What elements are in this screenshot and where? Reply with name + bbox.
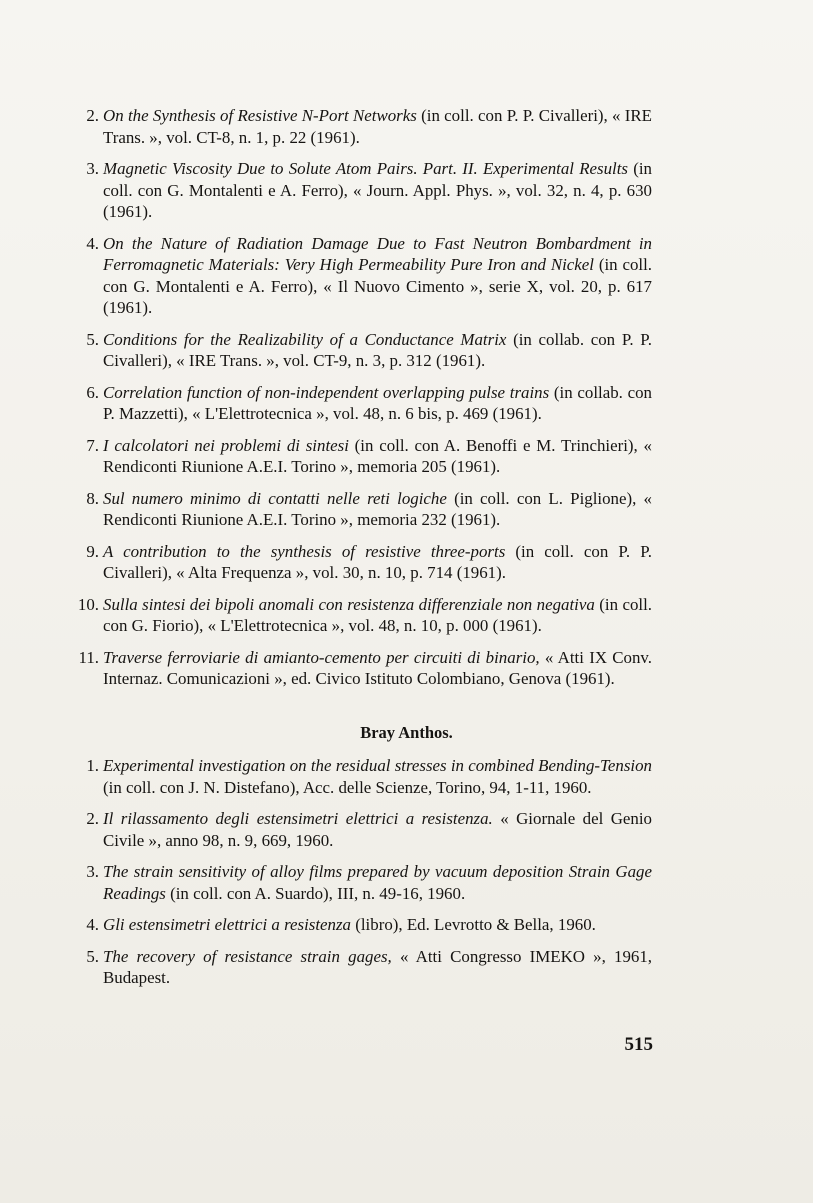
item-title: On the Nature of Radiation Damage Due to Fast Neutron Bombardment in Ferromagnetic Materials: Very High Permeability Pure Iron and Nickel (103, 233, 652, 274)
item-title: Sul numero minimo di contatti nelle reti logiche (103, 488, 447, 508)
list-item (72, 435, 652, 478)
item-citation: « Giornale del Genio Civile », anno 98, n. 9, 669, 1960. (103, 809, 652, 850)
item-number: 5. (86, 329, 99, 349)
item-title: Experimental investigation on the residual stresses in combined Bending-Tension (103, 756, 652, 775)
list-item (72, 914, 652, 936)
list-item (72, 233, 652, 319)
item-citation: (in coll. con G. Montalenti e A. Ferro), « Journ. Appl. Phys. », vol. 32, n. 4, p. 630 (1961). (103, 159, 652, 221)
item-number: 2. (86, 106, 99, 125)
item-number: 4. (86, 915, 99, 934)
page-number: 515 (624, 1034, 653, 1055)
item-title: Correlation function of non-independent overlapping pulse trains (103, 382, 550, 402)
item-number: 3. (86, 862, 99, 881)
list-item (72, 488, 652, 531)
item-citation: (in coll. con P. P. Civalleri), « Alta Frequenza », vol. 30, n. 10, p. 714 (1961). (103, 541, 653, 582)
list-item (72, 594, 652, 637)
item-number: 11. (78, 647, 99, 667)
item-number: 7. (86, 435, 99, 455)
list-item (72, 808, 652, 851)
item-title: A contribution to the synthesis of resistive three-ports (103, 541, 506, 561)
item-citation: (in collab. con P. P. Civalleri), « IRE Trans. », vol. CT-9, n. 3, p. 312 (1961). (103, 329, 652, 370)
item-title: The strain sensitivity of alloy films prepared by vacuum deposition Strain Gage Readings (103, 862, 652, 903)
item-number: 10. (77, 594, 99, 614)
item-citation: (in coll. con A. Benoffi e M. Trinchieri), « Rendiconti Riunione A.E.I. Torino », memoria 205 (1961). (103, 435, 652, 476)
item-title: Sulla sintesi dei bipoli anomali con resistenza differenziale non negativa (103, 594, 595, 614)
item-number: 8. (86, 488, 99, 508)
item-number: 4. (86, 233, 99, 253)
item-citation: (in collab. con P. Mazzetti), « L'Elettrotecnica », vol. 48, n. 6 bis, p. 469 (1961). (103, 382, 652, 423)
publication-list-2 (72, 755, 652, 999)
section-heading: Bray Anthos. (360, 723, 453, 742)
list-item (72, 755, 652, 798)
item-title: Il rilassamento degli estensimetri elettrici a resistenza. (103, 809, 493, 828)
publication-list-1 (72, 105, 652, 700)
item-title: Traverse ferroviarie di amianto-cemento per circuiti di binario, (103, 647, 540, 667)
item-citation: (in coll. con J. N. Distefano), Acc. delle Scienze, Torino, 94, 1-11, 1960. (103, 777, 592, 797)
list-item (72, 105, 652, 148)
item-title: Gli estensimetri elettrici a resistenza (103, 915, 352, 934)
item-citation: (in coll. con A. Suardo), III, n. 49-16, 1960. (165, 883, 466, 903)
item-number: 3. (86, 159, 99, 178)
list-item (72, 647, 652, 690)
item-citation: (in coll. con G. Montalenti e A. Ferro), « Il Nuovo Cimento », serie X, vol. 20, p. 617 (1961). (103, 255, 652, 317)
item-number: 5. (86, 946, 99, 966)
list-item (72, 861, 652, 904)
item-number: 6. (86, 382, 99, 402)
item-title: The recovery of resistance strain gages, (103, 946, 392, 966)
item-number: 1. (86, 756, 99, 775)
list-item (72, 158, 652, 223)
item-number: 9. (86, 541, 99, 561)
item-citation: (in coll. con P. P. Civalleri), « IRE Trans. », vol. CT-8, n. 1, p. 22 (1961). (103, 106, 652, 147)
item-number: 2. (86, 809, 99, 828)
item-title: Magnetic Viscosity Due to Solute Atom Pairs. Part. II. Experimental Results (103, 159, 628, 178)
item-citation: (in coll. con G. Fiorio), « L'Elettrotecnica », vol. 48, n. 10, p. 000 (1961). (103, 594, 653, 635)
item-citation: « Atti IX Conv. Internaz. Comunicazioni », ed. Civico Istituto Colombiano, Genova (1961). (103, 647, 653, 688)
item-title: I calcolatori nei problemi di sintesi (103, 435, 349, 455)
item-title: On the Synthesis of Resistive N-Port Networks (103, 106, 417, 125)
list-item (72, 329, 652, 372)
item-citation: « Atti Congresso IMEKO », 1961, Budapest. (103, 946, 653, 987)
item-citation: (libro), Ed. Levrotto & Bella, 1960. (351, 915, 596, 934)
list-item (72, 382, 652, 425)
list-item (72, 946, 652, 989)
list-item (72, 541, 652, 584)
item-citation: (in coll. con L. Piglione), « Rendiconti Riunione A.E.I. Torino », memoria 232 (1961). (103, 488, 652, 529)
item-title: Conditions for the Realizability of a Conductance Matrix (103, 329, 507, 349)
